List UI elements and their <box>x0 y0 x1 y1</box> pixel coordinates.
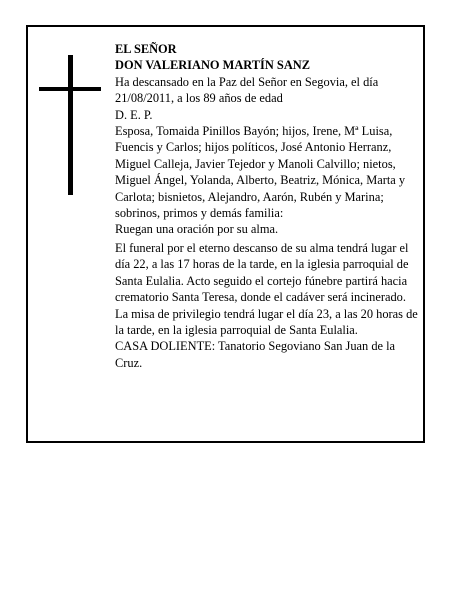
death-announcement: Ha descansado en la Paz del Señor en Segovia, el día 21/08/2011, a los 89 años de edad <box>115 74 379 106</box>
obituary-notice <box>26 25 425 443</box>
cross-vertical-bar <box>68 55 73 195</box>
cross-horizontal-bar <box>39 87 101 91</box>
funeral-details: El funeral por el eterno descanso de su alma tendrá lugar el día 22, a las 17 horas de la tarde, en la iglesia parroquial de Santa Eulalia. Acto seguido el cortejo fúnebre partirá hacia crematorio Santa Teresa, donde el cadáver será incinerado. La misa de privilegio tendrá lugar el día 23, a las 20 horas de la tarde, en la iglesia parroquial de Santa Eulalia. <box>115 240 418 337</box>
family-list: Esposa, Tomaida Pinillos Bayón; hijos, Irene, Mª Luisa, Fuencis y Carlos; hijos políticos, José Antonio Herranz, Miguel Calleja, Javier Tejedor y Manoli Calvillo; nietos, Miguel Ángel, Yolanda, Alberto, Beatriz, Mónica, Marta y Carlota; bisnietos, Alejandro, Aarón, Rubén y Marina; sobrinos, primos y demás familia: <box>115 124 406 221</box>
prayer-request: Ruegan una oración por su alma. <box>115 222 279 237</box>
deceased-name: DON VALERIANO MARTÍN SANZ <box>115 58 310 73</box>
heading-title: EL SEÑOR <box>115 42 177 56</box>
funeral-home: CASA DOLIENTE: Tanatorio Segoviano San Juan de la Cruz. <box>115 339 396 370</box>
obituary-text <box>115 41 421 371</box>
rest-in-peace: D. E. P. <box>115 107 153 122</box>
